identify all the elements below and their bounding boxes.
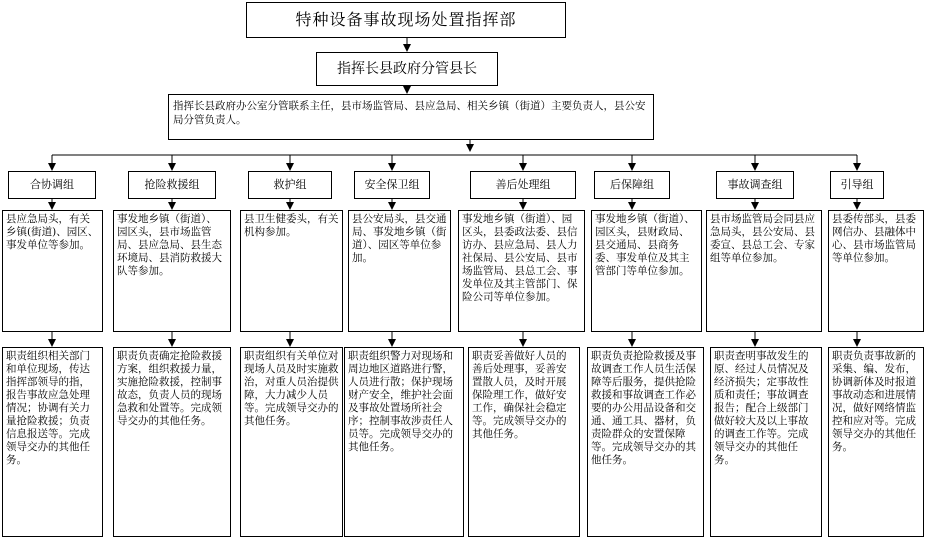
duties-rescue: 职责负责确定抢险救援方案，组织救援力量，实施抢险救援，控制事故态，负责人员的现场急救和处置等。完成领导交办的其他任务。 [113, 347, 231, 537]
duties-medical: 职责组织有关单位对现场人员及时实施救治，对重人员治提供障，大力减少人员等。完成领导交办的其他任务。 [240, 347, 343, 537]
group-medical: 救护组 [248, 171, 332, 199]
group-guidance: 引导组 [830, 171, 884, 199]
members-logistics: 事发地乡镇（街道）、园区头，县财政局、县交通局、县商务委、事发单位及其主管部门等单位参加。 [591, 210, 702, 332]
members-aftermath: 事发地乡镇（街道）、园区头，县委政法委、县信访办、县应急局、县人力社保局、县公安局、县市场监管局、县总工会、事发单位及其主管部门、保险公司等单位参加。 [458, 210, 585, 332]
duties-logistics: 职责负责抢险救援及事故调查工作人员生活保障等后服务，提供抢险救援和事故调查工作必要的办公用品设备和交通、通工具、器材，负责险群众的安置保障等。完成领导交办的其他任务。 [587, 347, 704, 537]
group-rescue: 抢险救援组 [128, 171, 216, 199]
group-aftermath: 善后处理组 [470, 171, 576, 199]
duties-investigation: 职责查明事故发生的原、经过人员情况及经济损失；定事故性质和责任；事故调查报告；配合上级部门做好较大及以上事故的调查工作等。完成领导交办的其他任务。 [710, 347, 822, 537]
group-logistics: 后保障组 [594, 171, 670, 199]
duties-coordination: 职责组织相关部门和单位现场，传达指挥部领导的指，报告事故应急处理情况；协调有关力量抢险救援；负责信息报送等。完成领导交办的其他任务。 [2, 347, 103, 537]
commander-box: 指挥长县政府分管县长 [316, 52, 498, 86]
members-investigation: 县市场监管局会同县应急局头，县公安局、县委宣、县总工会、专家组等单位参加。 [706, 210, 822, 332]
members-medical: 县卫生健委头，有关机构参加。 [240, 210, 343, 332]
members-security: 县公安局头，县交通局、事发地乡镇（街道）、园区等单位参加。 [348, 210, 451, 332]
duties-aftermath: 职责妥善做好人员的善后处理事，妥善安置散人员，及时开展保险理工作，做好安工作，确保社会稳定等。完成领导交办的其他任务。 [468, 347, 580, 537]
group-coordination: 合协调组 [8, 171, 96, 199]
group-investigation: 事故调查组 [716, 171, 794, 199]
members-rescue: 事发地乡镇（街道）、园区头，县市场监管局、县应急局、县生态环境局、县消防救援大队等参加。 [113, 210, 231, 332]
members-guidance: 县委传部头，县委网信办、县融体中心、县市场监管局等单位参加。 [828, 210, 924, 332]
duties-security: 职责组织警力对现场和周边地区道路进行警，人员进行散；保护现场财产安全，维护社会面及事故处置场所社会序；控制事故涉责任人员等。完成领导交办的其他任务。 [344, 347, 464, 537]
duties-guidance: 职责负责事故新的采集、编、发布，协调新体及时报道事故动态和进展情况，做好网络情监控和应对等。完成领导交办的其他任务。 [828, 347, 924, 537]
headquarters-title-box: 特种设备事故现场处置指挥部 [246, 2, 566, 38]
members-coordination: 县应急局头，有关乡镇(街道)、园区、事发单位等参加。 [2, 210, 103, 332]
deputy-duty-box: 指挥长县政府办公室分管联系主任，县市场监管局、县应急局、相关乡镇（街道）主要负责人，县公安局分管负责人。 [168, 94, 654, 140]
group-security: 安全保卫组 [354, 171, 430, 199]
